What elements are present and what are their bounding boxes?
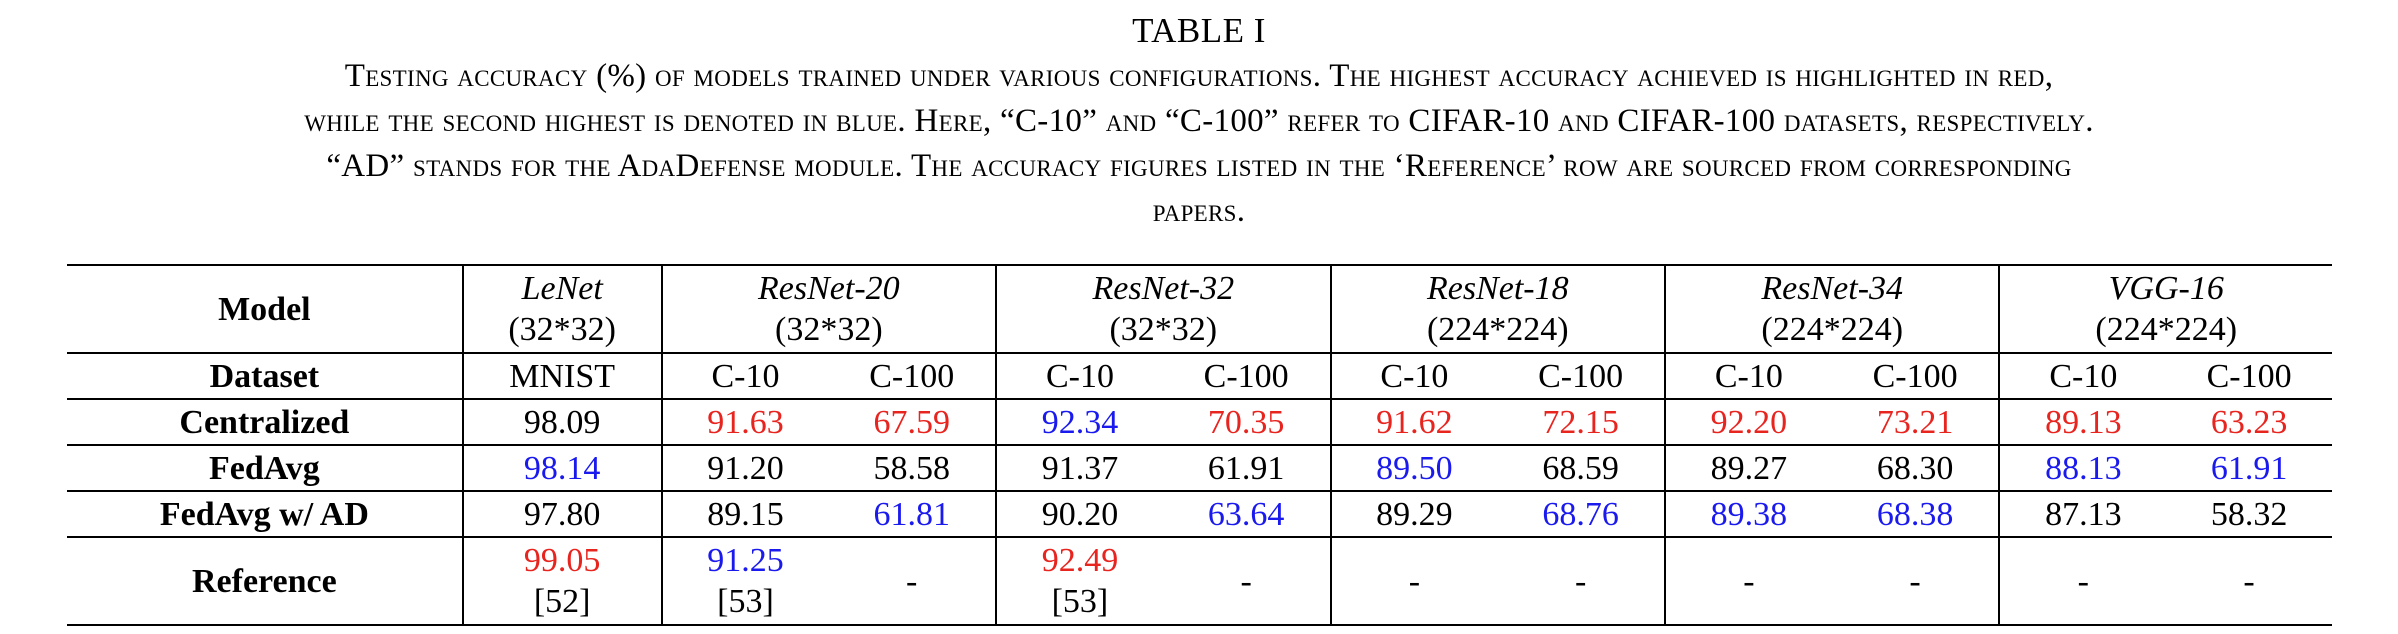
accuracy-cell <box>828 491 996 537</box>
input-resolution: (224*224) <box>2095 311 2238 348</box>
architecture-name: ResNet-32 <box>1092 270 1235 307</box>
accuracy-value: 89.38 <box>1710 495 1788 533</box>
accuracy-value: 92.20 <box>1710 403 1788 441</box>
row-label-cell <box>67 445 463 491</box>
accuracy-value: 89.15 <box>707 495 784 533</box>
reference-cell <box>1665 537 1832 625</box>
dataset-label: C-10 <box>1045 357 1114 395</box>
accuracy-cell <box>1665 491 1832 537</box>
reference-cell <box>1497 537 1665 625</box>
accuracy-cell <box>2166 445 2332 491</box>
row-label: FedAvg w/ AD <box>159 495 369 533</box>
dataset-cell <box>1497 353 1665 399</box>
dataset-cell <box>1999 353 2166 399</box>
row-label-cell <box>67 537 463 625</box>
accuracy-value: 58.58 <box>873 449 950 487</box>
accuracy-value: 61.81 <box>873 495 950 533</box>
architecture-name: VGG-16 <box>2108 270 2224 307</box>
reference-cell <box>463 537 662 625</box>
dataset-label: C-100 <box>869 357 955 395</box>
accuracy-cell <box>996 491 1163 537</box>
caption-line: papers. <box>1152 193 1246 229</box>
accuracy-value: 70.35 <box>1207 403 1285 441</box>
accuracy-cell <box>662 491 829 537</box>
accuracy-value: 91.62 <box>1376 403 1453 441</box>
accuracy-value: 97.80 <box>523 495 601 533</box>
row-label: Reference <box>192 562 337 600</box>
caption-line: “AD” stands for the AdaDefense module. The accuracy figures listed in the ‘Reference’ row are sourced from corresponding <box>326 148 2072 184</box>
accuracy-cell <box>2166 399 2332 445</box>
accuracy-cell <box>1163 491 1331 537</box>
dataset-label: MNIST <box>509 357 616 395</box>
input-resolution: (32*32) <box>1109 311 1218 348</box>
accuracy-cell <box>1999 491 2166 537</box>
accuracy-value: 90.20 <box>1041 495 1119 533</box>
accuracy-cell <box>1999 445 2166 491</box>
architecture-header <box>1665 265 1999 353</box>
architecture-name: ResNet-18 <box>1426 270 1569 307</box>
accuracy-value: 89.29 <box>1376 495 1453 533</box>
reference-value: - <box>1909 562 1921 600</box>
architecture-name: ResNet-34 <box>1761 270 1904 307</box>
table-caption <box>0 54 2398 234</box>
accuracy-cell <box>463 445 662 491</box>
reference-value: 91.25 <box>707 542 784 579</box>
reference-value: 92.49 <box>1041 542 1119 579</box>
dataset-label: C-10 <box>711 357 780 395</box>
model-header-cell <box>67 265 463 353</box>
accuracy-cell <box>1331 445 1498 491</box>
accuracy-value: 91.20 <box>707 449 784 487</box>
accuracy-cell <box>2166 491 2332 537</box>
reference-value: - <box>1408 562 1421 600</box>
reference-value: - <box>2077 562 2089 600</box>
accuracy-value: 61.91 <box>1207 449 1285 487</box>
accuracy-cell <box>996 399 1163 445</box>
accuracy-value: 89.13 <box>2045 403 2122 441</box>
accuracy-value: 68.38 <box>1876 495 1954 533</box>
dataset-header-cell <box>67 353 463 399</box>
reference-value: - <box>2243 562 2255 600</box>
accuracy-value: 98.14 <box>523 449 601 487</box>
dataset-label: C-100 <box>1872 357 1958 395</box>
reference-value: - <box>1743 562 1755 600</box>
accuracy-value: 87.13 <box>2045 495 2122 533</box>
row-label-cell <box>67 399 463 445</box>
accuracy-cell <box>1497 399 1665 445</box>
accuracy-cell <box>463 491 662 537</box>
table-title: TABLE I <box>1132 11 1266 50</box>
dataset-cell <box>1163 353 1331 399</box>
architecture-name: LeNet <box>521 270 603 307</box>
reference-value: - <box>906 562 918 600</box>
accuracy-value: 58.32 <box>2210 495 2288 533</box>
accuracy-value: 73.21 <box>1876 403 1954 441</box>
dataset-header-label: Dataset <box>209 357 320 395</box>
accuracy-value: 68.76 <box>1542 495 1619 533</box>
row-label: Centralized <box>179 403 350 441</box>
input-resolution: (224*224) <box>1761 311 1904 348</box>
reference-value: - <box>1574 562 1587 600</box>
accuracy-cell <box>1832 445 2000 491</box>
architecture-header <box>662 265 996 353</box>
accuracy-cell <box>1665 399 1832 445</box>
reference-cell <box>1163 537 1331 625</box>
accuracy-value: 89.27 <box>1710 449 1788 487</box>
caption-line: Testing accuracy (%) of models trained under various configurations. The highest accuracy achieved is highlighted in red, <box>344 58 2054 94</box>
accuracy-value: 63.23 <box>2210 403 2288 441</box>
input-resolution: (32*32) <box>508 311 616 348</box>
dataset-label: C-10 <box>1380 357 1449 395</box>
architecture-header <box>996 265 1330 353</box>
row-label: FedAvg <box>208 449 320 487</box>
architecture-header <box>1999 265 2332 353</box>
reference-cell <box>1832 537 2000 625</box>
accuracy-cell <box>1331 399 1498 445</box>
reference-value: 99.05 <box>523 542 601 579</box>
citation: [52] <box>533 583 591 620</box>
dataset-cell <box>463 353 662 399</box>
accuracy-cell <box>828 445 996 491</box>
dataset-cell <box>996 353 1163 399</box>
accuracy-cell <box>1331 491 1498 537</box>
architecture-name: ResNet-20 <box>758 270 900 307</box>
dataset-cell <box>662 353 829 399</box>
accuracy-cell <box>662 445 829 491</box>
dataset-label: C-10 <box>1714 357 1783 395</box>
dataset-label: C-10 <box>2049 357 2118 395</box>
accuracy-cell <box>996 445 1163 491</box>
dataset-label: C-100 <box>1538 357 1624 395</box>
row-label-cell <box>67 491 463 537</box>
accuracy-cell <box>1832 399 2000 445</box>
accuracy-value: 91.63 <box>707 403 784 441</box>
results-table <box>67 264 2332 626</box>
reference-value: - <box>1240 562 1252 600</box>
accuracy-cell <box>662 399 829 445</box>
accuracy-value: 68.30 <box>1876 449 1954 487</box>
dataset-label: C-100 <box>1203 357 1289 395</box>
accuracy-cell <box>828 399 996 445</box>
dataset-cell <box>1331 353 1498 399</box>
accuracy-value: 63.64 <box>1207 495 1285 533</box>
architecture-header <box>463 265 662 353</box>
architecture-header <box>1331 265 1665 353</box>
dataset-cell <box>2166 353 2332 399</box>
accuracy-cell <box>1497 491 1665 537</box>
reference-cell <box>1999 537 2166 625</box>
accuracy-cell <box>1163 399 1331 445</box>
input-resolution: (32*32) <box>775 311 883 348</box>
accuracy-value: 91.37 <box>1041 449 1119 487</box>
dataset-cell <box>828 353 996 399</box>
accuracy-cell <box>1497 445 1665 491</box>
citation: [53] <box>1051 583 1109 620</box>
reference-cell <box>2166 537 2332 625</box>
reference-cell <box>662 537 829 625</box>
accuracy-cell <box>1999 399 2166 445</box>
accuracy-value: 89.50 <box>1376 449 1453 487</box>
accuracy-cell <box>463 399 662 445</box>
accuracy-cell <box>1163 445 1331 491</box>
dataset-label: C-100 <box>2206 357 2292 395</box>
reference-cell <box>1331 537 1498 625</box>
accuracy-value: 67.59 <box>873 403 950 441</box>
dataset-cell <box>1665 353 1832 399</box>
accuracy-value: 98.09 <box>523 403 601 441</box>
citation: [53] <box>717 583 774 620</box>
accuracy-value: 68.59 <box>1542 449 1619 487</box>
input-resolution: (224*224) <box>1426 311 1569 348</box>
reference-cell <box>828 537 996 625</box>
accuracy-value: 72.15 <box>1542 403 1619 441</box>
model-header-label: Model <box>218 290 311 328</box>
accuracy-cell <box>1665 445 1832 491</box>
dataset-cell <box>1832 353 2000 399</box>
accuracy-value: 61.91 <box>2210 449 2288 487</box>
accuracy-value: 88.13 <box>2045 449 2122 487</box>
caption-line: while the second highest is denoted in blue. Here, “C-10” and “C-100” refer to CIFAR-10 and CIFAR-100 datasets, respectively. <box>304 103 2094 139</box>
accuracy-cell <box>1832 491 2000 537</box>
accuracy-value: 92.34 <box>1041 403 1119 441</box>
reference-cell <box>996 537 1163 625</box>
